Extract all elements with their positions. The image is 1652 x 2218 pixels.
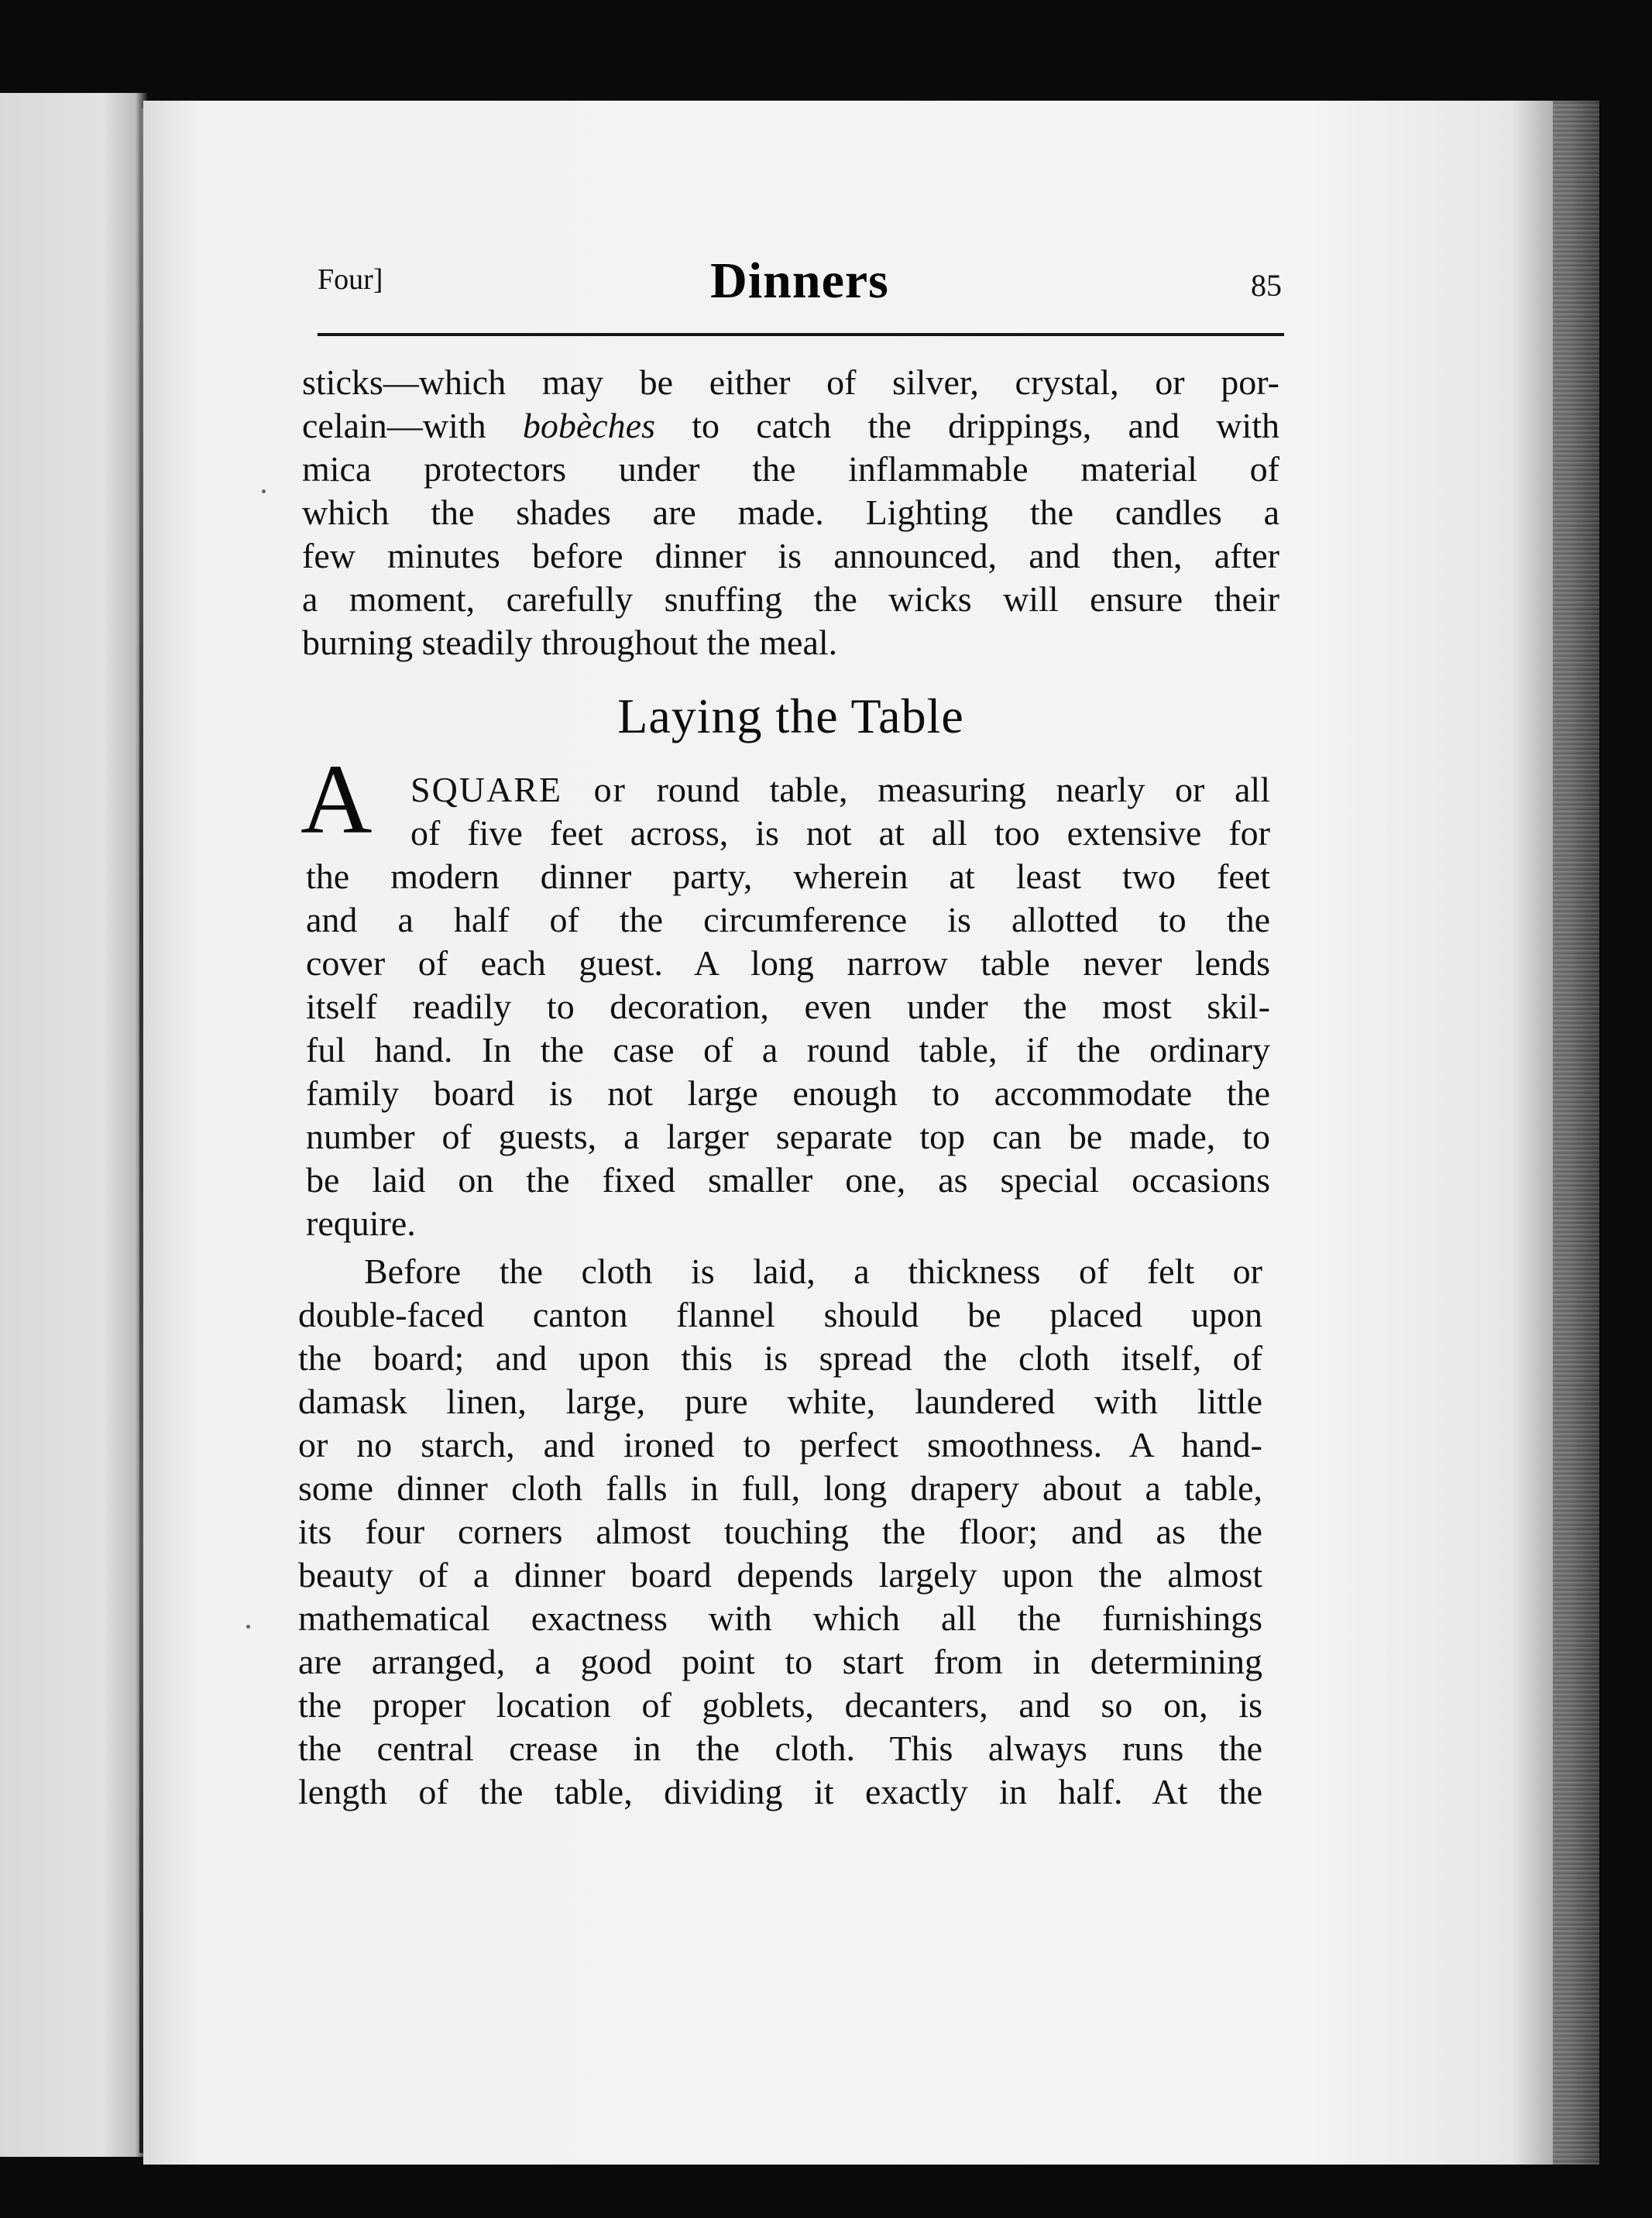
- drop-cap: A: [301, 744, 373, 854]
- text-line: which the shades are made. Lighting the candles a: [302, 493, 1279, 532]
- text-line: be laid on the fixed smaller one, as special occasions: [306, 1160, 1270, 1200]
- text-line: its four corners almost touching the floor; and as the: [298, 1512, 1262, 1551]
- square-paragraph: [306, 855, 1270, 1245]
- text-line: SQUARE or round table, measuring nearly or all: [410, 770, 1270, 809]
- page-number: 85: [1251, 268, 1282, 303]
- page-stack-edge: [1553, 101, 1599, 2165]
- text-line: mathematical exactness with which all the furnishings: [298, 1598, 1262, 1638]
- header-rule: [318, 333, 1284, 336]
- text-line: double-faced canton flannel should be placed upon: [298, 1295, 1262, 1334]
- chapter-marker: Four]: [318, 263, 383, 296]
- facing-page-edge: [0, 93, 147, 2157]
- running-head: [318, 252, 1282, 337]
- text-line: and a half of the circumference is allotted to the: [306, 900, 1270, 939]
- text-line: are arranged, a good point to start from in determining: [298, 1642, 1262, 1681]
- small-caps-opening: SQUARE or: [410, 770, 627, 809]
- text-line: length of the table, dividing it exactly in half. At the: [298, 1772, 1262, 1811]
- scan-speck: [262, 489, 266, 493]
- square-paragraph-first-line: [410, 768, 1270, 812]
- text-line: beauty of a dinner board depends largely upon the almost: [298, 1555, 1262, 1595]
- text-line: mica protectors under the inflammable material of: [302, 449, 1279, 489]
- text-line: few minutes before dinner is announced, and then, after: [302, 536, 1279, 575]
- text-line: damask linen, large, pure white, laundered with little: [298, 1382, 1262, 1421]
- text-line: a moment, carefully snuffing the wicks will ensure their: [302, 579, 1279, 619]
- text-line: burning steadily throughout the meal.: [302, 623, 838, 662]
- text-line: celain—with bobèches to catch the drippings, and with: [302, 406, 1279, 445]
- text-line: sticks—which may be either of silver, crystal, or por-: [302, 362, 1279, 402]
- text-line: the proper location of goblets, decanters, and so on, is: [298, 1685, 1262, 1725]
- text-line: the board; and upon this is spread the cloth itself, of: [298, 1338, 1262, 1378]
- text-line: of five feet across, is not at all too extensive for: [410, 813, 1270, 853]
- text-line: some dinner cloth falls in full, long drapery about a table,: [298, 1468, 1262, 1508]
- scan-speck: [246, 1625, 250, 1629]
- text-line: Before the cloth is laid, a thickness of felt or: [364, 1251, 1262, 1291]
- continued-paragraph: [302, 361, 1279, 664]
- cloth-paragraph-first-line: [364, 1250, 1262, 1293]
- text-line: the modern dinner party, wherein at least two feet: [306, 857, 1270, 896]
- text-line: cover of each guest. A long narrow table never lends: [306, 943, 1270, 983]
- text-line: require.: [306, 1203, 416, 1243]
- section-heading: Laying the Table: [617, 688, 964, 743]
- text-line: or no starch, and ironed to perfect smoothness. A hand-: [298, 1425, 1262, 1464]
- cloth-paragraph: [298, 1293, 1262, 1814]
- text-line: the central crease in the cloth. This always runs the: [298, 1729, 1262, 1768]
- text-line: itself readily to decoration, even under the most skil-: [306, 987, 1270, 1026]
- running-title: Dinners: [710, 252, 889, 309]
- italic-term: bobèches: [522, 406, 655, 445]
- text-line: ful hand. In the case of a round table, if the ordinary: [306, 1030, 1270, 1070]
- text-line: family board is not large enough to accommodate the: [306, 1073, 1270, 1113]
- text-line: number of guests, a larger separate top can be made, to: [306, 1117, 1270, 1156]
- square-paragraph-second-line: [410, 812, 1270, 855]
